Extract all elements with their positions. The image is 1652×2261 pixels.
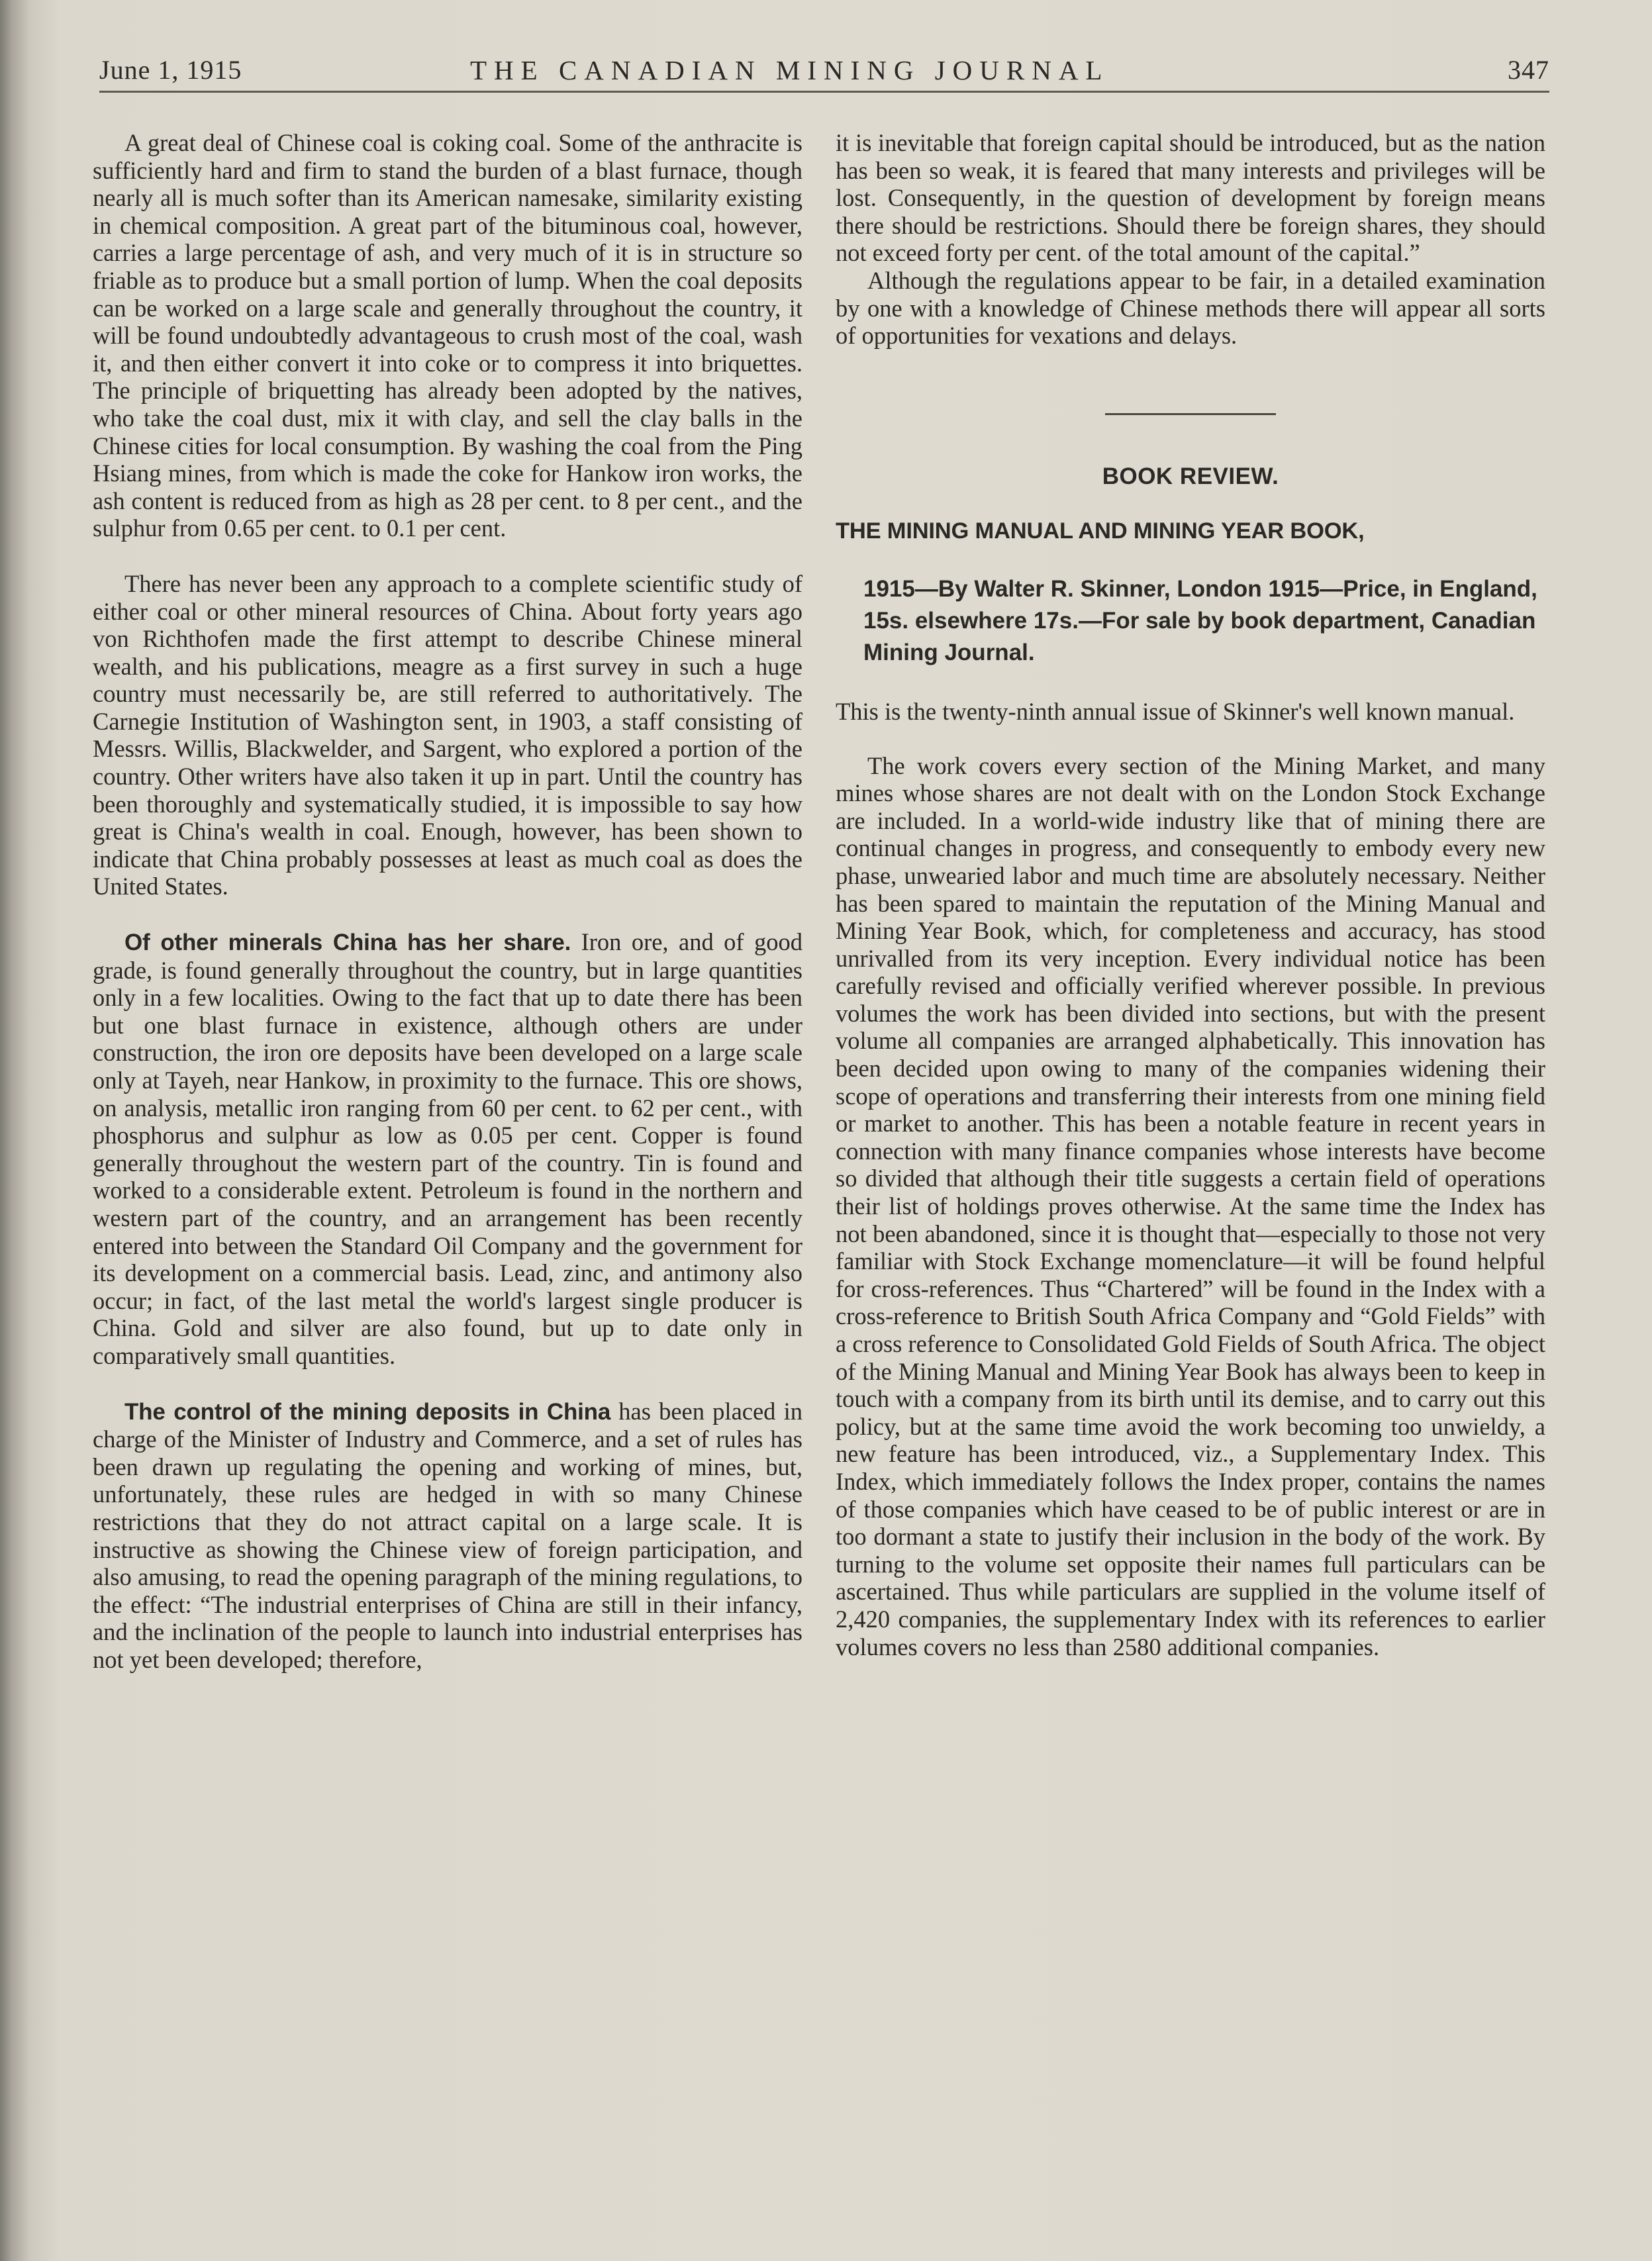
page-header xyxy=(99,54,1549,94)
paragraph-review-body: The work covers every section of the Mining Market, and many mines whose shares are not dealt with on the London Stock Exchange are included. In a world-wide industry like that of mining there are continual changes in progress, and consequently to embody every new phase, unwearied labor and much time are absolutely necessary. Neither has been spared to maintain the reputation of the Mining Manual and Mining Year Book, which, for completeness and accuracy, has stood unrivalled from its very inception. Every individual notice has been carefully revised and officially verified wherever possible. In previous volumes the work has been divided into sections, but with the present volume all companies are arranged alphabetically. This innovation has been decided upon owing to many of the companies widening their scope of operations and transferring their interests from one mining field or market to another. This has been a notable feature in recent years in connection with many finance companies whose interests have become so divided that although their title suggests a certain field of operations their list of holdings proves otherwise. At the same time the Index has not been abandoned, since it is thought that—especially to those not very familiar with Stock Exchange momenclature—it will be found helpful for cross-references. Thus “Chartered” will be found in the Index with a cross-reference to British South Africa Company and “Gold Fields” with a cross reference to Consolidated Gold Fields of South Africa. The object of the Mining Manual and Mining Year Book has always been to keep in touch with a company from its birth until its demise, and to carry out this policy, but at the same time avoid the work becoming too unwieldy, a new feature has been introduced, viz., a Supplementary Index. This Index, which immediately follows the Index proper, contains the names of those companies which have ceased to be of public interest or are in too dormant a state to justify their inclusion in the body of the work. By turning to the volume set opposite their names full particulars can be ascertained. Thus while particulars are supplied in the volume itself of 2,420 companies, the supplementary Index with its references to earlier volumes covers no less than 2580 additional companies. xyxy=(836,751,1545,1660)
paragraph-regulations: Although the regulations appear to be fair, in a detailed examination by one with a knowledge of Chinese methods there will appear all sorts of opportunities for vexations and delays. xyxy=(836,266,1545,350)
paragraph-scientific-study: There has never been any approach to a complete scientific study of either coal or other mineral resources of China. About forty years ago von Richthofen made the first attempt to describe Chinese mineral wealth, and his publications, meagre as a first survey in such a huge country must necessarily be, are still referred to authoritatively. The Carnegie Institution of Washington sent, in 1903, a staff consisting of Messrs. Willis, Blackwelder, and Sargent, who explored a portion of the country. Other writers have also taken it up in part. Until the country has been thoroughly and systematically studied, it is impossible to say how great is China's wealth in coal. Enough, however, has been shown to indicate that China probably possesses at least as much coal as does the United States. xyxy=(93,569,802,900)
paragraph-lead-control: The control of the mining deposits in China xyxy=(124,1398,611,1425)
paragraph-foreign-capital: it is inevitable that foreign capital should be introduced, but as the nation has been so weak, it is feared that many interests and privileges will be lost. Consequently, in the question of development by foreign means there should be restrictions. Should there be foreign shares, they should not exceed forty per cent. of the total amount of the capital.” xyxy=(836,129,1545,267)
paragraph-body-minerals: Iron ore, and of good grade, is found generally throughout the country, but in large quantities only in a few localities. Owing to the fact that up to date there has been but one blast furnace in existence, although others are under construction, the iron ore deposits have been developed on a large scale only at Tayeh, near Hankow, in proximity to the furnace. This ore shows, on analysis, metallic iron ranging from 60 per cent. to 62 per cent., with phosphorus and sulphur as low as 0.05 per cent. Copper is found generally throughout the western part of the country. Tin is found and worked to a considerable extent. Petroleum is found in the northern and western part of the country, and an arrangement has been recently entered into between the Standard Oil Company and the government for its development on a commercial basis. Lead, zinc, and antimony also occur; in fact, of the last metal the world's largest single producer is China. Gold and silver are also found, but up to date only in comparatively small quantities. xyxy=(93,928,802,1369)
paragraph-body-control: has been placed in charge of the Minister of Industry and Commerce, and a set of rules has been drawn up regulating the opening and working of mines, but, unfortunately, these rules are hedged in with so many Chinese restrictions that they do not attract capital on a large scale. It is instructive as showing the Chinese view of foreign participation, and also amusing, to read the opening paragraph of the mining regulations, to the effect: “The industrial enterprises of China are still in their infancy, and the inclination of the people to launch into industrial enterprises has not yet been developed; therefore, xyxy=(93,1397,802,1673)
paragraph-review-intro: This is the twenty-ninth annual issue of Skinner's well known manual. xyxy=(836,697,1515,725)
journal-title: THE CANADIAN MINING JOURNAL xyxy=(470,55,1110,85)
paragraph-mining-control xyxy=(93,1398,802,1674)
section-divider xyxy=(1105,413,1276,415)
paragraph-lead-minerals: Of other minerals China has her share. xyxy=(124,930,571,956)
book-review-heading: BOOK REVIEW. xyxy=(1102,463,1279,489)
book-review-title: THE MINING MANUAL AND MINING YEAR BOOK, xyxy=(836,518,1365,544)
right-column xyxy=(836,129,1545,1660)
page-number: 347 xyxy=(1508,55,1549,85)
paragraph-chinese-coal: A great deal of Chinese coal is coking coal. Some of the anthracite is sufficiently hard and firm to stand the burden of a blast furnace, though nearly all is much softer than its American namesake, similarity existing in chemical composition. A great part of the bituminous coal, however, carries a large percentage of ash, and very much of it is in structure so friable as to produce but a small portion of lump. When the coal deposits can be worked on a large scale and generally throughout the country, it will be found undoubtedly advantageous to crush most of the coal, wash it, and then either convert it into coke or to compress it into briquettes. The principle of briquetting has already been adopted by the natives, who take the coal dust, mix it with clay, and sell the clay balls in the Chinese cities for local consumption. By washing the coal from the Ping Hsiang mines, from which is made the coke for Hankow iron works, the ash content is reduced from as high as 28 per cent. to 8 per cent., and the sulphur from 0.65 per cent. to 0.1 per cent. xyxy=(93,129,802,542)
header-rule xyxy=(99,91,1549,93)
issue-date: June 1, 1915 xyxy=(99,55,242,85)
book-review-byline: 1915—By Walter R. Skinner, London 1915—Price, in England, 15s. elsewhere 17s.—For sale by book department, Canadian Mining Journal. xyxy=(863,575,1537,665)
left-column xyxy=(93,129,802,1673)
paragraph-other-minerals xyxy=(93,928,802,1370)
